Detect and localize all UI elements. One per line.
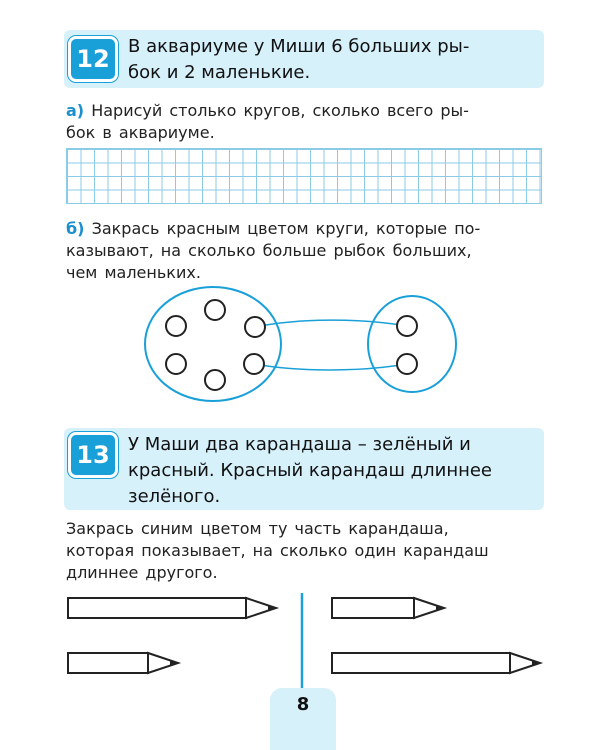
task-13-instr-line-1: Закрась синим цветом ту часть карандаша, bbox=[66, 519, 449, 538]
task-13-header-line-2: красный. Красный карандаш длиннее bbox=[128, 460, 493, 481]
big-fish-circle-1[interactable] bbox=[205, 300, 225, 320]
big-fish-circle-2[interactable] bbox=[166, 316, 186, 336]
big-fish-circle-6[interactable] bbox=[205, 370, 225, 390]
part-b-line-1: Закрась красным цветом круги, которые по- bbox=[84, 219, 481, 238]
fish-diagram bbox=[145, 287, 456, 401]
pencil-bottom-left[interactable] bbox=[68, 653, 178, 673]
task-12-header-line-2: бок и 2 маленькие. bbox=[128, 62, 311, 83]
task-13-header-text bbox=[128, 432, 538, 510]
task-13-header-line-1: У Маши два карандаша – зелёный и bbox=[128, 434, 471, 455]
big-fish-circle-5[interactable] bbox=[244, 354, 264, 374]
page-number: 8 bbox=[296, 694, 310, 715]
part-a-line-2: бок в аквариуме. bbox=[66, 123, 215, 142]
small-fish-circle-2[interactable] bbox=[397, 354, 417, 374]
part-b-label: б) bbox=[66, 219, 85, 238]
task-13-instr-line-2: которая показывает, на сколько один карандаш bbox=[66, 541, 489, 560]
task-13-instruction bbox=[66, 518, 546, 584]
task-12-header-line-1: В аквариуме у Миши 6 больших ры- bbox=[128, 36, 470, 57]
pencil-bottom-right[interactable] bbox=[332, 653, 540, 673]
task-13-number: 13 bbox=[76, 441, 110, 469]
pencil-top-left[interactable] bbox=[68, 598, 276, 618]
part-b-line-2: казывают, на сколько больше рыбок больших, bbox=[66, 241, 472, 260]
part-a-label: а) bbox=[66, 101, 85, 120]
small-fish-oval bbox=[368, 296, 456, 392]
page-number-tab bbox=[270, 688, 336, 750]
task-13-header-line-3: зелёного. bbox=[128, 486, 221, 507]
big-fish-circle-3[interactable] bbox=[245, 317, 265, 337]
task-12-number: 12 bbox=[76, 45, 110, 73]
pencil-top-right[interactable] bbox=[332, 598, 444, 618]
part-a-line-1: Нарисуй столько кругов, сколько всего ры- bbox=[84, 101, 469, 120]
big-fish-circle-4[interactable] bbox=[166, 354, 186, 374]
task-13-number-badge bbox=[68, 432, 118, 478]
task-13-instr-line-3: длиннее другого. bbox=[66, 563, 218, 582]
part-b-line-3: чем маленьких. bbox=[66, 263, 201, 282]
small-fish-circle-1[interactable] bbox=[397, 316, 417, 336]
